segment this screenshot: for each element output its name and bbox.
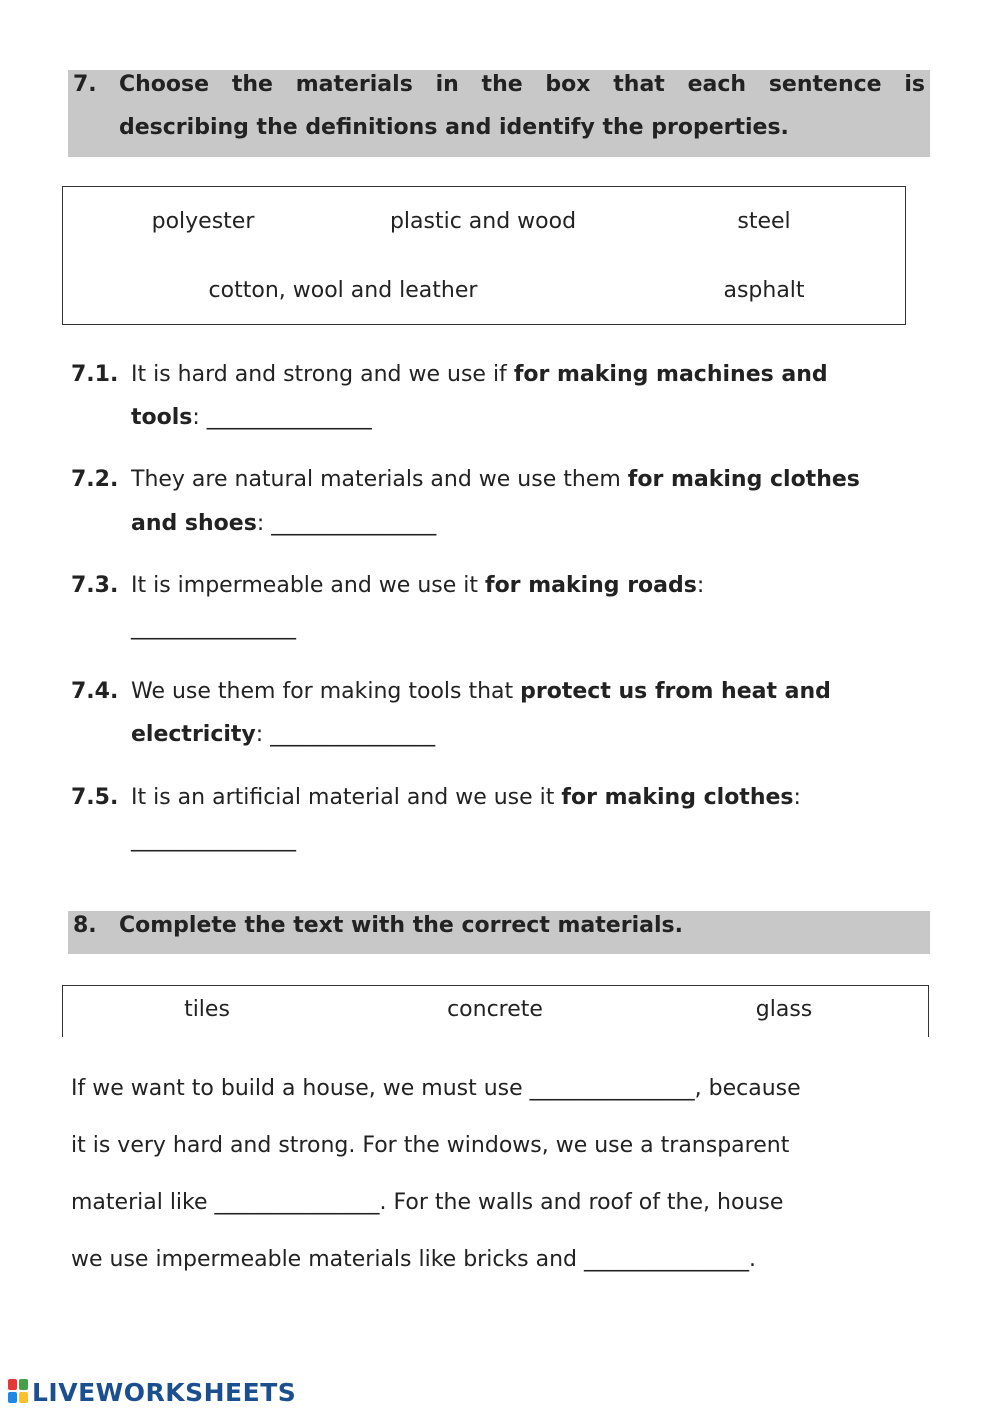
q7-item-3: [0, 573, 1000, 653]
q7-item-5-line1: [131, 785, 801, 810]
q7-item-2-bold: for making clothes: [627, 467, 860, 492]
q7-item-5-number: 7.5.: [71, 785, 119, 810]
q7-item-2-text: They are natural materials and we use them: [131, 467, 628, 492]
liveworksheets-logo-icon: [8, 1379, 30, 1405]
q7-item-2-bold2: and shoes: [131, 511, 257, 536]
q7-item-1-text: It is hard and strong and we use if: [131, 362, 514, 387]
q8-word-box: [62, 985, 929, 1037]
q7-item-4-line2: [131, 722, 435, 747]
q7-item-2-line1: [131, 467, 860, 492]
q7-item-4-line1: [131, 679, 831, 704]
word-asphalt: asphalt: [723, 278, 805, 303]
q7-item-5-blank[interactable]: _______________: [131, 827, 296, 852]
q7-item-4-blank[interactable]: : _______________: [255, 722, 436, 747]
q7-word-box: [62, 186, 906, 325]
q7-item-1-line2: [131, 405, 372, 430]
q7-item-3-line1: [131, 573, 704, 598]
q7-header: [68, 70, 930, 157]
q7-item-1-bold: for making machines and: [513, 362, 828, 387]
brand-name: LIVEWORKSHEETS: [32, 1377, 297, 1407]
q7-item-2-number: 7.2.: [71, 467, 119, 492]
q7-item-1-number: 7.1.: [71, 362, 119, 387]
q7-item-4-bold: protect us from heat and: [520, 679, 831, 704]
q7-item-3-blank[interactable]: _______________: [131, 615, 296, 640]
q7-item-5-text: It is an artificial material and we use it: [131, 785, 562, 810]
q7-item-5-colon: :: [793, 785, 801, 810]
word-steel: steel: [737, 209, 791, 234]
q7-item-5-bold: for making clothes: [561, 785, 794, 810]
q8-paragraph-line-1[interactable]: If we want to build a house, we must use _______________, because: [71, 1076, 801, 1101]
q7-item-2-blank[interactable]: : _______________: [256, 511, 437, 536]
q7-number: 7.: [73, 72, 97, 97]
q7-item-1-blank[interactable]: : _______________: [192, 405, 372, 430]
q7-item-1: [0, 362, 1000, 442]
q8-number: 8.: [73, 913, 97, 938]
word-plastic-and-wood: plastic and wood: [389, 209, 577, 234]
q8-title: Complete the text with the correct materials.: [119, 913, 683, 938]
q8-paragraph-line-4[interactable]: we use impermeable materials like bricks and _______________.: [71, 1247, 756, 1272]
q7-item-4-text: We use them for making tools that: [131, 679, 521, 704]
q7-item-2-line2: [131, 511, 436, 536]
word-polyester: polyester: [151, 209, 255, 234]
q8-paragraph-line-2: it is very hard and strong. For the windows, we use a transparent: [71, 1133, 790, 1158]
q7-item-2: [0, 467, 1000, 547]
q7-item-4: [0, 679, 1000, 759]
q7-item-5: [0, 785, 1000, 865]
q7-item-3-number: 7.3.: [71, 573, 119, 598]
q7-item-4-bold2: electricity: [131, 722, 256, 747]
q7-item-1-bold2: tools: [131, 405, 193, 430]
q7-item-4-number: 7.4.: [71, 679, 119, 704]
q8-paragraph-line-3[interactable]: material like _______________. For the walls and roof of the, house: [71, 1190, 784, 1215]
q7-title-line1: Choose the materials in the box that each sentence is: [119, 72, 925, 97]
q7-item-3-text: It is impermeable and we use it: [131, 573, 485, 598]
q8-paragraph: [0, 1076, 1000, 1286]
q8-header: [68, 911, 930, 954]
q7-item-3-colon: :: [696, 573, 705, 598]
word-glass: glass: [755, 997, 813, 1022]
word-tiles: tiles: [184, 997, 230, 1022]
q7-title-line2: describing the definitions and identify the properties.: [119, 115, 789, 140]
q7-item-3-bold: for making roads: [485, 573, 697, 598]
q7-item-1-line1: [131, 362, 828, 387]
word-cotton-wool-leather: cotton, wool and leather: [208, 278, 478, 303]
word-concrete: concrete: [447, 997, 543, 1022]
liveworksheets-logo[interactable]: [8, 1376, 296, 1408]
